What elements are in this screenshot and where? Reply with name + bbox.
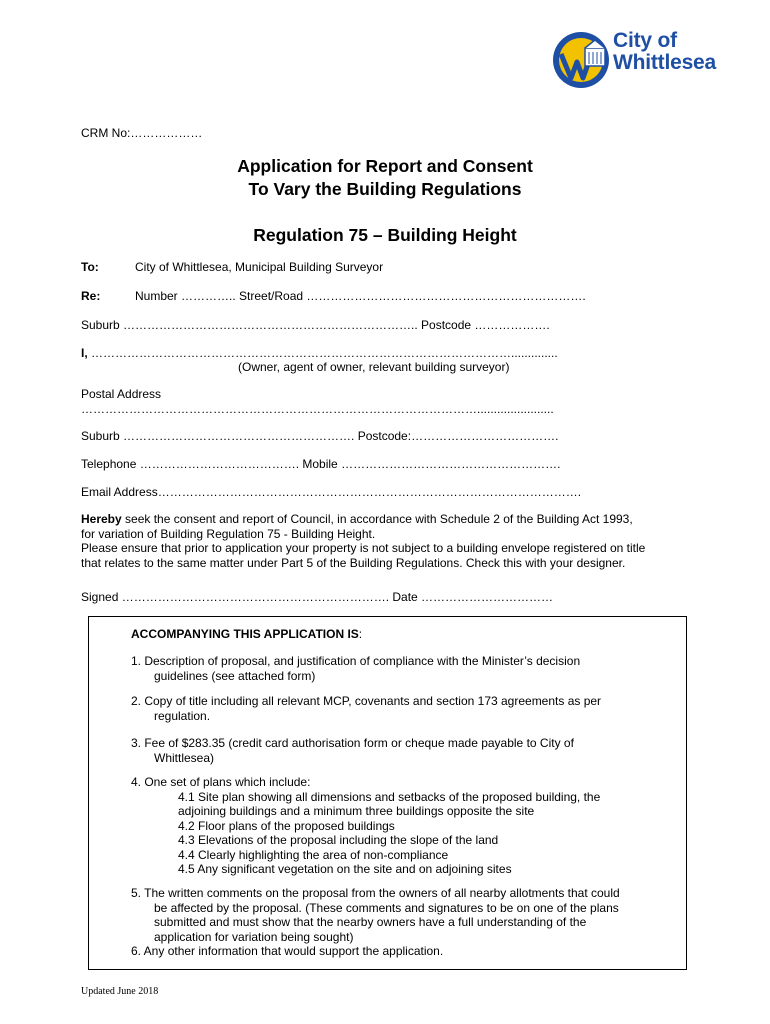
logo-line-1: City of [613, 29, 677, 52]
item-4-3-line: 4.3 Elevations of the proposal including the slope of the land [178, 833, 499, 847]
to-label: To: [81, 260, 99, 274]
item-1-line-a: 1. Description of proposal, and justification of compliance with the Minister’s decision [131, 654, 581, 668]
item-6-line: 6. Any other information that would support the application. [131, 944, 444, 958]
box-heading-colon: : [358, 627, 363, 641]
item-3-line-b: Whittlesea) [154, 750, 215, 765]
i-label: I, [81, 346, 88, 360]
hereby-line-3: Please ensure that prior to application your property is not subject to a building envelope registered on title [81, 541, 646, 555]
footer-updated-date: Updated June 2018 [81, 986, 159, 997]
list-item-2 [131, 694, 601, 723]
list-item-4 [131, 775, 600, 877]
list-item-1 [131, 654, 580, 683]
regulation-heading: Regulation 75 – Building Height [253, 225, 517, 245]
item-4-1-line-b: adjoining buildings and a minimum three buildings opposite the site [178, 804, 535, 818]
to-value: City of Whittlesea, Municipal Building Surveyor [135, 260, 384, 274]
item-4-line: 4. One set of plans which include: [131, 775, 311, 789]
re-label: Re: [81, 289, 101, 303]
telephone-mobile-field[interactable]: Telephone …………………………………. Mobile ………………………………………………. [81, 457, 561, 471]
item-5-line-c: submitted and must show that the nearby owners have a full understanding of the [154, 915, 587, 929]
item-4-4-line: 4.4 Clearly highlighting the area of non-compliance [178, 847, 449, 862]
item-5-line-d: application for variation being sought) [154, 929, 354, 944]
hereby-paragraph [81, 512, 645, 570]
postal-address-label: Postal Address [81, 387, 162, 401]
item-4-5-line: 4.5 Any significant vegetation on the site and on adjoining sites [178, 862, 512, 876]
item-3-line-a: 3. Fee of $283.35 (credit card authorisation form or cheque made payable to City of [131, 736, 574, 750]
item-4-1-line-a: 4.1 Site plan showing all dimensions and setbacks of the proposed building, the [178, 789, 601, 804]
owner-note: (Owner, agent of owner, relevant building surveyor) [238, 360, 510, 374]
crm-number: CRM No:……………… [81, 126, 203, 140]
suburb-postcode-field[interactable]: Suburb ……………………………………………………………….. Postcode ………………. [81, 318, 550, 332]
postal-address-field[interactable]: ………………………………………………………………………………………....................... [81, 402, 554, 416]
hereby-line-4: that relates to the same matter under Part 5 of the Building Regulations. Check this with your designer. [81, 555, 626, 570]
item-2-line-b: regulation. [154, 708, 211, 723]
box-heading [131, 627, 362, 641]
box-heading-text: ACCOMPANYING THIS APPLICATION IS [131, 627, 359, 641]
item-4-2-line: 4.2 Floor plans of the proposed buildings [178, 818, 395, 833]
item-5-line-b: be affected by the proposal. (These comments and signatures to be on one of the plans [154, 900, 619, 915]
form-title-line-1: Application for Report and Consent [237, 156, 533, 176]
list-item-5 [131, 886, 620, 959]
form-title-line-2: To Vary the Building Regulations [248, 179, 522, 199]
hereby-line-2: for variation of Building Regulation 75 - Building Height. [81, 526, 376, 541]
hereby-line-1: seek the consent and report of Council, in accordance with Schedule 2 of the Building Act 1993, [121, 512, 633, 526]
applicant-name-field[interactable] [81, 346, 558, 360]
logo-line-2: Whittlesea [613, 51, 717, 74]
logo-wordmark [613, 30, 716, 74]
postal-suburb-postcode-field[interactable]: Suburb …………………………………………………. Postcode:………………………………. [81, 429, 559, 443]
signed-date-field[interactable]: Signed …………………………………………………………. Date …………………………… [81, 590, 554, 604]
hereby-bold: Hereby [81, 512, 122, 526]
item-5-line-a: 5. The written comments on the proposal from the owners of all nearby allotments that could [131, 886, 620, 900]
item-2-line-a: 2. Copy of title including all relevant MCP, covenants and section 173 agreements as per [131, 694, 602, 708]
list-item-3 [131, 736, 574, 765]
applicant-name-dots: …………………………………………………………………………………………….............. [87, 346, 558, 360]
address-number-street-field[interactable]: Number ………….. Street/Road ……………………………………………………………. [135, 289, 586, 303]
email-address-field[interactable]: Email Address……………………………………………………………………………………………. [81, 485, 582, 499]
item-1-line-b: guidelines (see attached form) [154, 668, 316, 683]
